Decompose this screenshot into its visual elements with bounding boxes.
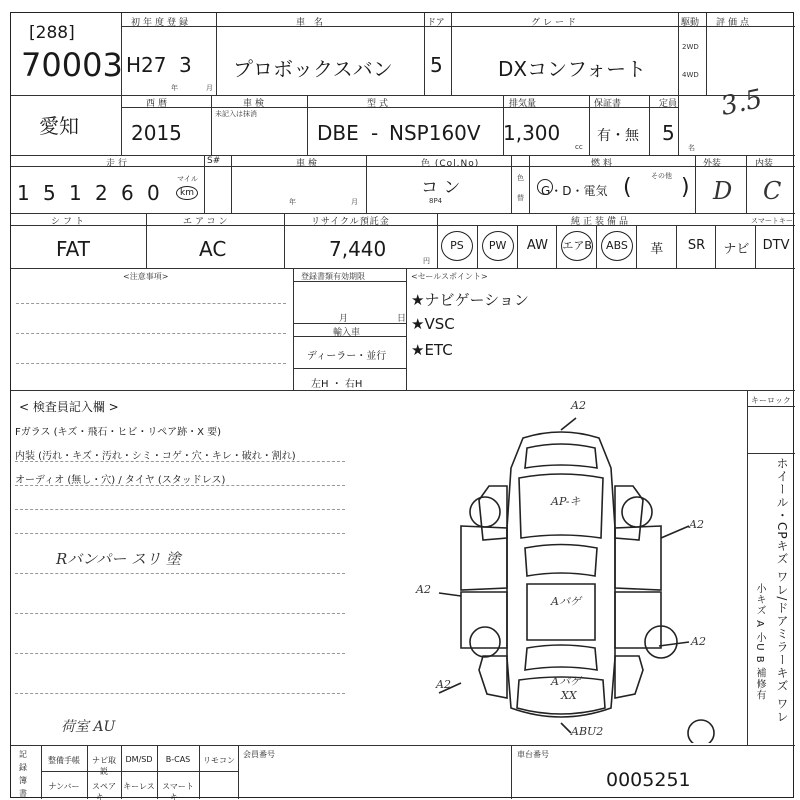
label-smeter: S#	[207, 156, 221, 166]
label-score: 評価点	[716, 18, 753, 28]
right-front-fender	[615, 486, 643, 540]
divider	[11, 745, 795, 746]
shaken-note: 未記入は抹消	[215, 110, 257, 118]
divider	[589, 95, 590, 155]
drive-2wd: 2WD	[682, 43, 699, 51]
equipment-label: PW	[482, 231, 514, 261]
left-rear-quarter	[479, 656, 507, 698]
divider	[529, 155, 530, 213]
label-ac: エアコン	[183, 217, 231, 227]
label-grade: グレード	[531, 18, 580, 28]
ac: AC	[199, 237, 227, 261]
damage-bottom: ABU2	[571, 725, 604, 738]
divider	[41, 745, 42, 799]
left-front-fender	[479, 486, 507, 540]
fuel-paren-close: )	[681, 175, 690, 200]
equipment-item	[636, 225, 676, 268]
wheel-front-left	[470, 497, 500, 527]
damage-right-front: A2	[689, 518, 704, 531]
divider	[511, 155, 512, 213]
equipment-item	[715, 225, 755, 268]
divider	[231, 155, 232, 213]
damage-left: A2	[416, 583, 431, 596]
divider	[11, 213, 795, 214]
label-tai: 録	[19, 763, 27, 772]
door-count: 5	[430, 53, 443, 77]
equipment-item	[596, 225, 636, 268]
auction-sheet	[10, 12, 794, 798]
spare-wheel	[688, 720, 714, 743]
inspection-windshield: Fガラス (キズ・飛石・ヒビ・リペア跡・X 要)	[15, 427, 222, 438]
damage-rear: Aバゲ	[551, 675, 581, 688]
label-shift: シフト	[51, 217, 88, 227]
label-kae: 替	[517, 194, 524, 202]
equipment-label: ABS	[601, 231, 633, 261]
label-keyless-entry: キーレス	[123, 782, 155, 791]
divider	[747, 406, 795, 407]
mileage-digit: 1	[17, 181, 30, 205]
inspection-interior: 内装 (汚れ・キズ・汚れ・シミ・コゲ・穴・キレ・破れ・割れ)	[15, 451, 296, 462]
divider	[649, 95, 650, 155]
label-displacement: 排気量	[509, 99, 537, 109]
exterior-grade: D	[713, 177, 733, 205]
mei: 名	[688, 144, 695, 152]
dashed-line	[15, 653, 345, 654]
divider	[678, 13, 679, 155]
sell-point-item: ★ナビゲーション	[411, 291, 529, 309]
label-shaken: 車検	[243, 99, 268, 109]
label-capacity: 定員	[659, 99, 678, 109]
dashed-line	[15, 461, 345, 462]
equipment-item	[437, 225, 477, 268]
damage-right-rear: A2	[691, 635, 706, 648]
label-number-plate: ナンバー	[48, 782, 80, 791]
divider	[695, 155, 696, 213]
label-remote: リモコン	[203, 756, 235, 765]
divider	[199, 745, 200, 799]
wheel-rear-left	[470, 627, 500, 657]
label-dm-sd: DM/SD	[125, 755, 153, 764]
equipment-label: ナビ	[723, 242, 750, 257]
divider	[204, 155, 205, 213]
damage-rear-marks: XX	[561, 689, 577, 702]
renewal-tsuki: 月	[351, 198, 358, 206]
color-no: 8P4	[429, 197, 443, 205]
label-sho: 書	[19, 789, 27, 798]
equipment-label: PS	[441, 231, 473, 261]
damage-roof: Aバゲ	[551, 595, 581, 608]
divider	[157, 745, 158, 799]
fuel-gas-circle	[537, 179, 553, 195]
handle-side: 左H ・ 右H	[311, 379, 363, 390]
damage-left-rear: A2	[436, 678, 451, 691]
equipment-list	[437, 225, 795, 268]
equipment-label: SR	[687, 238, 706, 253]
label-nen: 年	[171, 84, 178, 92]
wheel-legend: ホイール・CPキズ ワレ/ドアミラーキズ ワレ	[775, 457, 789, 724]
divider	[307, 95, 308, 155]
label-color: 色 (Col.No)	[421, 159, 480, 169]
divider	[747, 390, 748, 745]
cc: cc	[575, 143, 583, 151]
label-expiry: 登録書類有効期限	[301, 272, 365, 281]
label-renewal: 車検	[296, 159, 321, 169]
label-fuel: 燃料	[591, 159, 616, 169]
handwritten-note: Rバンパー スリ 塗	[56, 550, 181, 568]
divider	[121, 13, 122, 155]
label-caution: <注意事項>	[123, 272, 169, 281]
divider	[11, 268, 795, 269]
left-front-door	[461, 526, 507, 590]
equipment-item	[477, 225, 517, 268]
damage-front: A2	[571, 399, 586, 412]
color: コ ン	[421, 178, 461, 198]
label-keyless: スマートキー	[751, 217, 793, 225]
label-bcas: B-CAS	[165, 755, 191, 764]
reg-month: 3	[179, 53, 192, 77]
divider	[146, 213, 147, 268]
drive-4wd: 4WD	[682, 71, 699, 79]
wheel-front-right	[622, 497, 652, 527]
divider	[284, 213, 285, 268]
inspector-label: < 検査員記入欄 >	[19, 400, 119, 414]
label-import: 輸入車	[333, 328, 361, 338]
equipment-item	[676, 225, 716, 268]
label-record-book: 整備手帳	[48, 756, 80, 765]
year: 2015	[131, 121, 182, 145]
dashed-line	[15, 613, 345, 614]
label-iro: 色	[517, 174, 524, 182]
sell-point-item: ★VSC	[411, 315, 455, 333]
label-spare-key: スペアキー	[92, 782, 116, 800]
lot-small: [288]	[29, 23, 75, 43]
label-first-reg: 初年度登録	[131, 18, 192, 28]
dashed-line	[15, 573, 345, 574]
scratch-legend: 小キズ A 小U B 補修有	[754, 583, 765, 701]
mileage-digit: 2	[95, 181, 108, 205]
divider	[747, 453, 795, 454]
shift: FAT	[56, 237, 91, 261]
yen: 円	[423, 257, 430, 265]
grade-name: DXコンフォート	[498, 57, 647, 81]
equipment-label: AW	[526, 238, 548, 253]
expiry-hi: 日	[397, 314, 407, 324]
label-model: 車 名	[296, 18, 326, 28]
divider	[406, 268, 407, 390]
dashed-line	[16, 333, 286, 334]
divider	[87, 745, 88, 799]
dashed-line	[16, 303, 286, 304]
mileage-digit: 5	[43, 181, 56, 205]
expiry-tsuki: 月	[339, 314, 349, 324]
car-windshield	[525, 545, 597, 577]
prefecture: 愛知	[39, 114, 79, 138]
right-rear-door	[615, 592, 661, 648]
reg-era: H27	[126, 53, 167, 77]
divider	[511, 745, 512, 799]
chassis-number: 0005251	[606, 769, 691, 791]
recycle-fee: 7,440	[329, 237, 387, 261]
divider	[293, 268, 294, 390]
equipment-label: DTV	[762, 238, 790, 253]
capacity: 5	[662, 121, 675, 145]
mileage-digit: 0	[147, 181, 160, 205]
label-type: 型式	[367, 99, 392, 109]
label-interior: 内装	[755, 159, 774, 169]
label-navi-manual: ナビ取説	[92, 756, 116, 776]
equipment-label: 革	[650, 242, 664, 257]
lot-number: 70003	[21, 46, 123, 84]
type-dash: -	[371, 121, 379, 145]
car-rear-window	[525, 645, 597, 670]
label-bo: 簿	[19, 776, 27, 785]
divider	[238, 745, 239, 799]
type-code: NSP160V	[389, 121, 481, 145]
divider	[293, 323, 406, 324]
divider	[121, 745, 122, 799]
inspection-audio-tire: オーディオ (無し・穴) / タイヤ (スタッドレス)	[15, 475, 226, 486]
right-rear-quarter	[615, 656, 643, 698]
dashed-line	[15, 485, 345, 486]
mileage-digit: 1	[69, 181, 82, 205]
type-prefix: DBE	[317, 121, 359, 145]
divider	[746, 155, 747, 213]
equipment-item	[556, 225, 596, 268]
label-tsuki: 月	[206, 84, 213, 92]
dashed-line	[15, 509, 345, 510]
car-front-bumper	[525, 444, 597, 468]
divider	[211, 95, 212, 155]
mileage-unit-km: km	[176, 186, 198, 200]
warranty: 有・無	[597, 128, 639, 144]
divider	[41, 771, 238, 772]
right-front-door	[615, 526, 661, 590]
label-member-no: 会員番号	[243, 750, 275, 759]
label-recycle: リサイクル預託金	[311, 217, 390, 227]
label-chassis-no: 車台番号	[517, 750, 549, 759]
label-smart-key: スマートキー	[162, 782, 194, 800]
divider	[293, 368, 406, 369]
label-sellpoint: <セールスポイント>	[411, 272, 488, 281]
score: 3.5	[718, 84, 766, 122]
label-mileage: 走行	[106, 159, 131, 169]
equipment-item	[517, 225, 557, 268]
equipment-label: エアB	[561, 231, 593, 261]
displacement: 1,300	[503, 121, 561, 145]
label-equipment: 純正装備品	[571, 217, 632, 227]
mileage-unit-mile: マイル	[177, 175, 198, 183]
dashed-line	[15, 533, 345, 534]
fuel-other: その他	[651, 172, 672, 180]
dashed-line	[16, 363, 286, 364]
label-drive: 駆動	[681, 18, 700, 28]
dealer-parallel: ディーラー・並行	[307, 351, 387, 362]
label-keylock: キーロック	[751, 396, 791, 405]
label-ki: 記	[19, 750, 27, 759]
damage-hood: AP-キ	[551, 495, 581, 508]
model-name: プロボックスバン	[233, 57, 393, 81]
mileage-digit: 6	[121, 181, 134, 205]
handwritten-cargo-note: 荷室 AU	[61, 719, 116, 735]
label-exterior: 外装	[703, 159, 722, 169]
equipment-item	[755, 225, 795, 268]
divider	[366, 155, 367, 213]
interior-grade: C	[763, 177, 782, 205]
fuel: G・D・電気	[541, 184, 608, 198]
renewal-nen: 年	[289, 198, 296, 206]
label-year: 西暦	[146, 99, 171, 109]
divider	[11, 390, 795, 391]
fuel-paren-open: (	[623, 175, 632, 200]
label-warranty: 保証書	[594, 99, 622, 109]
label-door: ドア	[427, 18, 445, 28]
dashed-line	[15, 693, 345, 694]
sell-point-item: ★ETC	[411, 341, 453, 359]
